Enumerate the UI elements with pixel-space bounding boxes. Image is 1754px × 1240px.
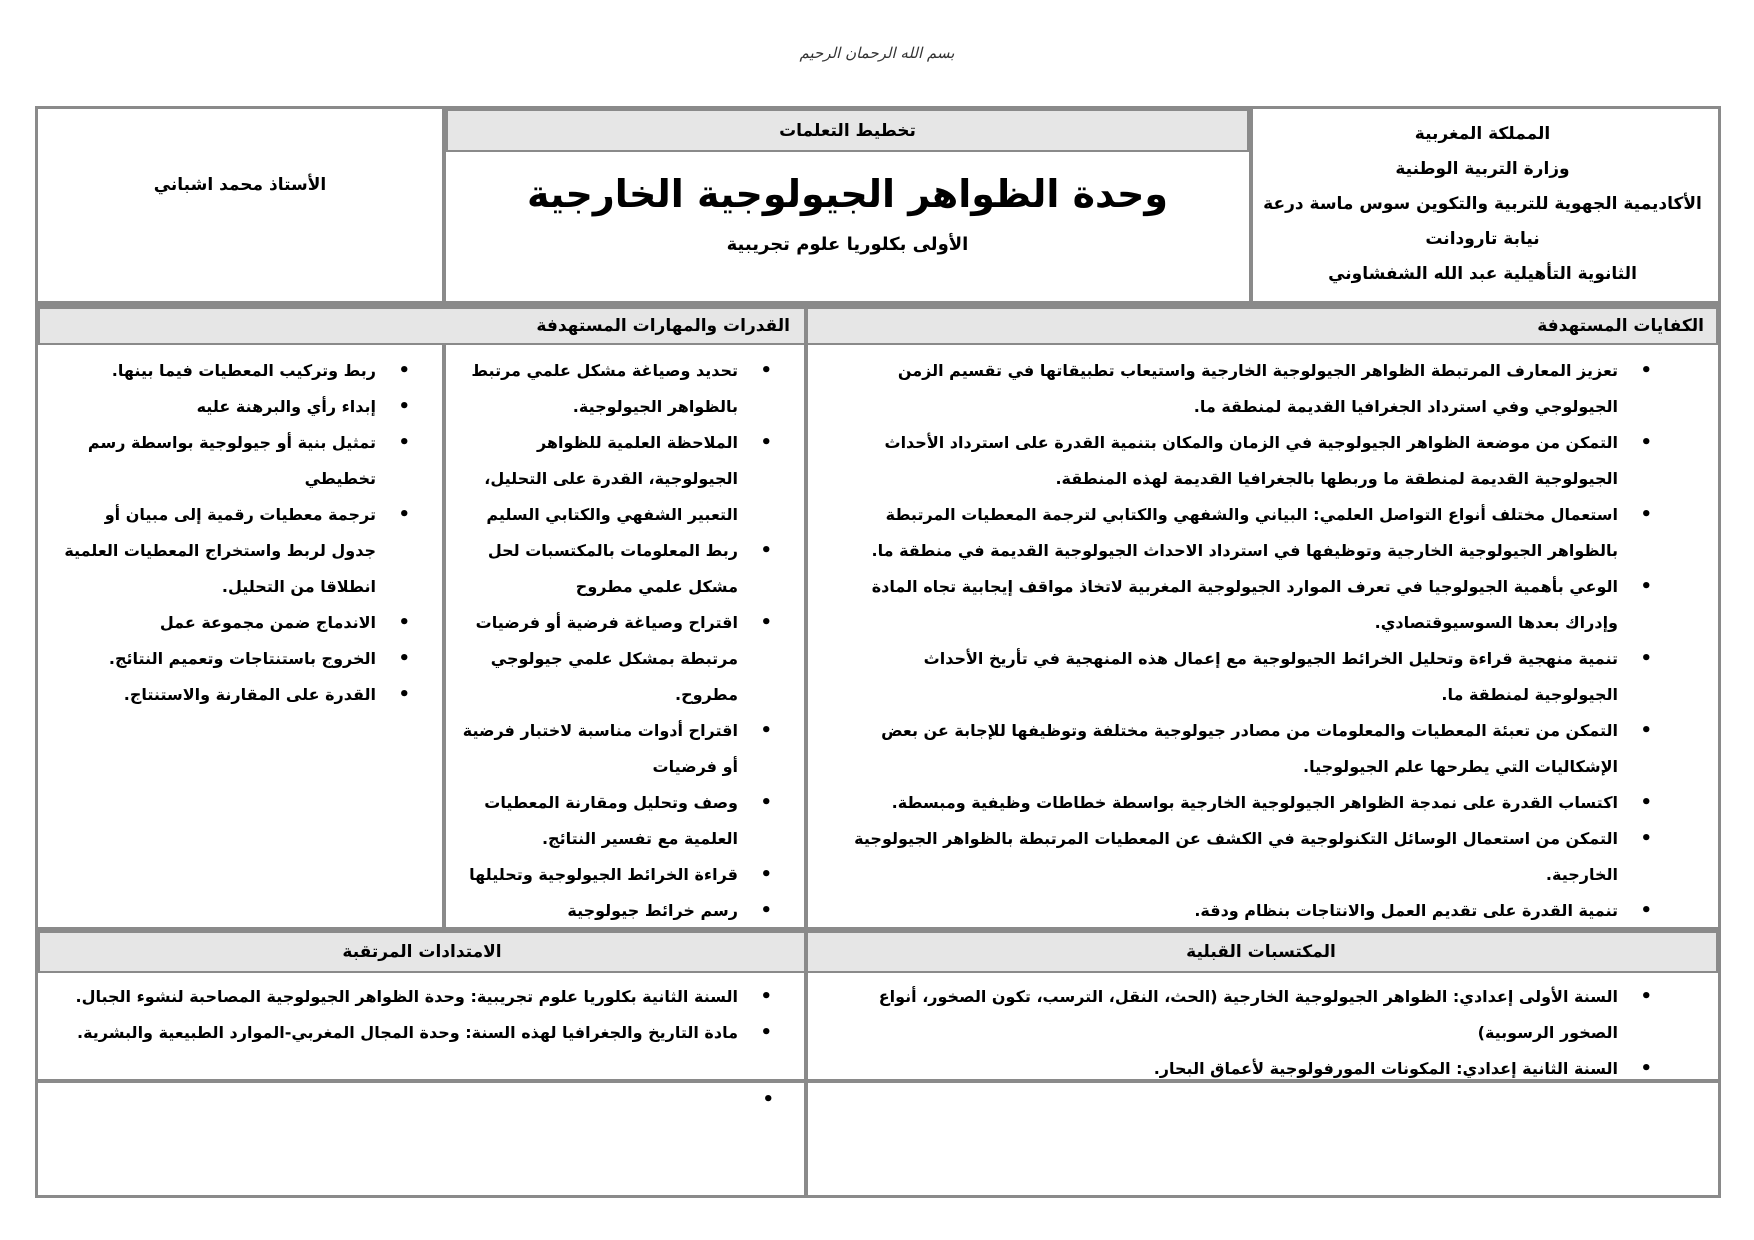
- teacher-cell: [38, 109, 442, 301]
- directorate-name: نيابة تارودانت: [1425, 229, 1540, 249]
- extension-item: • مادة التاريخ والجغرافيا لهذه السنة: وحدة المجال المغربي-الموارد الطبيعية والبشرية.: [48, 1015, 774, 1051]
- header-divider-right: [1249, 109, 1253, 301]
- skill-item: • الاندماج ضمن مجموعة عمل: [58, 605, 412, 641]
- extensions-list: [48, 979, 774, 1051]
- ministry-name: وزارة التربية الوطنية: [1395, 159, 1570, 179]
- extensions-title: الامتدادات المرتقبة: [342, 942, 502, 962]
- header-divider-left: [442, 109, 446, 301]
- skill-item: • ترجمة معطيات رقمية إلى مبيان أو جدول لربط واستخراج المعطيات العلمية انطلاقا من التحليل.: [58, 497, 412, 605]
- planning-label-bar: [446, 109, 1249, 152]
- skill-item: • ربط وتركيب المعطيات فيما بينها.: [58, 353, 412, 389]
- academy-name: الأكاديمية الجهوية للتربية والتكوين سوس ماسة درعة: [1263, 194, 1702, 214]
- skills-column-1: [446, 349, 804, 925]
- competencies-header: [804, 307, 1718, 345]
- skill-item: • إبداء رأي والبرهنة عليه: [58, 389, 412, 425]
- country-name: المملكة المغربية: [1414, 124, 1551, 144]
- notes-table: [35, 1080, 1721, 1198]
- skill-item: • ربط المعلومات بالمكتسبات لحل مشكل علمي مطروح: [458, 533, 774, 605]
- institution-cell: [1247, 109, 1718, 301]
- basmala-calligraphy: بسم الله الرحمان الرحيم: [799, 44, 955, 62]
- unit-title-cell: [446, 156, 1249, 301]
- skill-item: • اقتراح أدوات مناسبة لاختبار فرضية أو فرضيات: [458, 713, 774, 785]
- planning-label: تخطيط التعلمات: [779, 120, 916, 141]
- skills-title: القدرات والمهارات المستهدفة: [536, 316, 790, 336]
- competency-item: • التمكن من موضعة الظواهر الجيولوجية في الزمان والمكان بتنمية القدرة على استرداد الأحداث الجيولوجية القديمة لمنطقة ما وربطها بالجغرافيا القديمة لهذه المنطقة.: [850, 425, 1654, 497]
- competencies-list-cell: [808, 349, 1718, 925]
- competency-item: • تعزيز المعارف المرتبطة الظواهر الجيولوجية الخارجية واستيعاب تطبيقاتها في تقسيم الزمن الجيولوجي وفي استرداد الجغرافيا القديمة لمنطقة ما.: [850, 353, 1654, 425]
- prior-list-cell: [808, 977, 1718, 1077]
- skills-header: [38, 307, 806, 345]
- skill-item: • الخروج باستنتاجات وتعميم النتائج.: [58, 641, 412, 677]
- competency-item: • اكتساب القدرة على نمدجة الظواهر الجيولوجية الخارجية بواسطة خطاطات وظيفية ومبسطة.: [850, 785, 1654, 821]
- skills-divider: [442, 345, 446, 927]
- competency-item: • التمكن من استعمال الوسائل التكنولوجية في الكشف عن المعطيات المرتبطة بالظواهر الجيولوجية الخارجية.: [850, 821, 1654, 893]
- skills-list-1: [458, 353, 774, 929]
- class-level: الأولى بكلوريا علوم تجريبية: [726, 234, 969, 255]
- skill-item: • اقتراح وصياغة فرضية أو فرضيات مرتبطة بمشكل علمي جيولوجي مطروح.: [458, 605, 774, 713]
- prior-item: • السنة الثانية إعدادي: المكونات المورفولوجية لأعماق البحار.: [828, 1051, 1654, 1087]
- teacher-name: الأستاذ محمد اشباني: [153, 175, 327, 195]
- competency-item: • التمكن من تعبئة المعطيات والمعلومات من مصادر جيولوجية مختلفة وتوظيفها للإجابة عن بعض الإشكاليات التي يطرحها علم الجيولوجيا.: [850, 713, 1654, 785]
- competency-item: • استعمال مختلف أنواع التواصل العلمي: البياني والشفهي والكتابي لترجمة المعطيات المرتبطة بالظواهر الجيولوجية الخارجية وتوظيفها في استرداد الاحداث الجيولوجية القديمة في منطقة ما.: [850, 497, 1654, 569]
- skill-item: • تحديد وصياغة مشكل علمي مرتبط بالظواهر الجيولوجية.: [458, 353, 774, 425]
- prior-item: • السنة الأولى إعدادي: الظواهر الجيولوجية الخارجية (الحث، النقل، الترسب، تكون الصخور، أنواع الصخور الرسوبية): [828, 979, 1654, 1051]
- unit-title: وحدة الظواهر الجيولوجية الخارجية: [526, 172, 1169, 216]
- prior-header: [804, 931, 1718, 973]
- competencies-title: الكفايات المستهدفة: [1537, 316, 1704, 336]
- extensions-header: [38, 931, 806, 973]
- prior-list: [828, 979, 1654, 1087]
- competencies-list: [850, 353, 1654, 929]
- skill-item: • القدرة على المقارنة والاستنتاج.: [58, 677, 412, 713]
- skill-item: • الملاحظة العلمية للظواهر الجيولوجية، القدرة على التحليل، التعبير الشفهي والكتابي السليم: [458, 425, 774, 533]
- skills-column-2: [38, 349, 442, 925]
- skills-list-2: [58, 353, 412, 713]
- skill-item: • تمثيل بنية أو جيولوجية بواسطة رسم تخطيطي: [58, 425, 412, 497]
- skill-item: • رسم خرائط جيولوجية: [458, 893, 774, 929]
- competency-item: • تنمية القدرة على تقديم العمل والانتاجات بنظام ودقة.: [850, 893, 1654, 929]
- notes-right-cell: [808, 1083, 1718, 1195]
- notes-left-cell: [38, 1083, 804, 1195]
- empty-bullet: •: [762, 1089, 774, 1110]
- extensions-list-cell: [38, 977, 804, 1077]
- extension-item: • السنة الثانية بكلوريا علوم تجريبية: وحدة الظواهر الجيولوجية المصاحبة لنشوء الجبال.: [48, 979, 774, 1015]
- skill-item: • وصف وتحليل ومقارنة المعطيات العلمية مع تفسير النتائج.: [458, 785, 774, 857]
- header-table: [35, 106, 1721, 304]
- school-name: الثانوية التأهيلية عبد الله الشفشاوني: [1328, 264, 1637, 284]
- competency-item: • الوعي بأهمية الجيولوجيا في تعرف الموارد الجيولوجية المغربية لاتخاذ مواقف إيجابية تجاه المادة وإدراك بعدها السوسيوقتصادي.: [850, 569, 1654, 641]
- objectives-table: [35, 304, 1721, 930]
- prior-title: المكتسبات القبلية: [1186, 942, 1336, 962]
- prior-extensions-table: [35, 928, 1721, 1082]
- competency-item: • تنمية منهجية قراءة وتحليل الخرائط الجيولوجية مع إعمال هذه المنهجية في تأريخ الأحداث الجيولوجية لمنطقة ما.: [850, 641, 1654, 713]
- skill-item: • قراءة الخرائط الجيولوجية وتحليلها: [458, 857, 774, 893]
